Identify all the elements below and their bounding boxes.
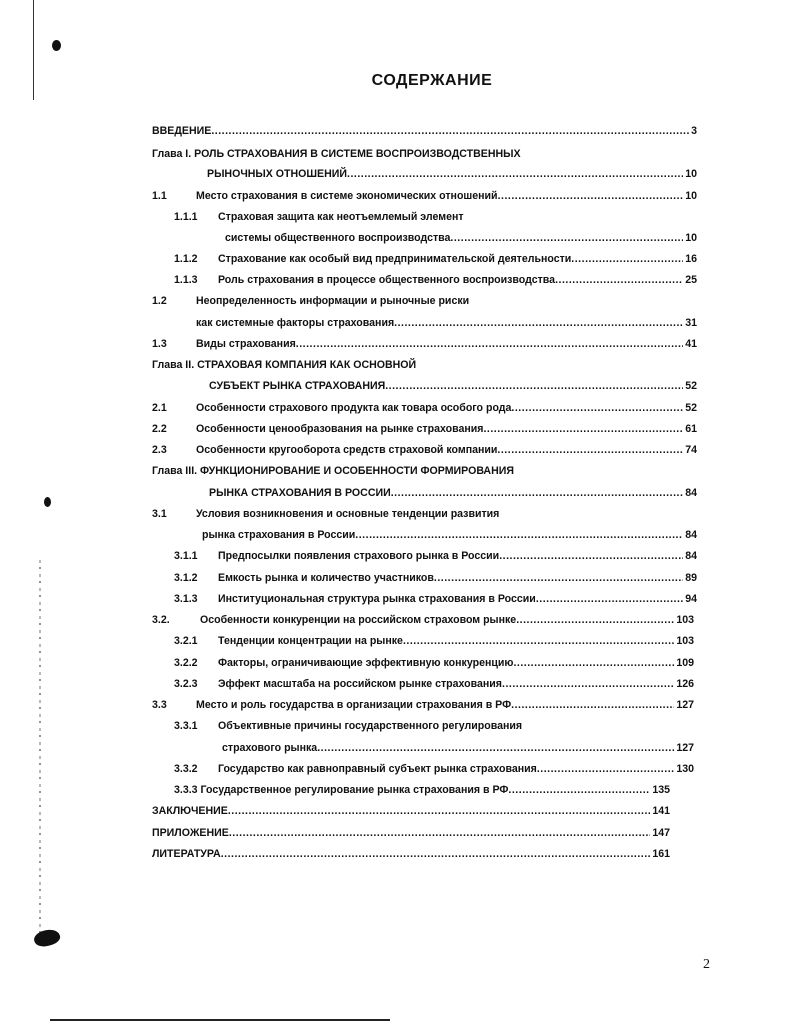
toc-entry-number: 2.2 (152, 423, 167, 435)
toc-entry-title: Глава I. РОЛЬ СТРАХОВАНИЯ В СИСТЕМЕ ВОСПРОИЗВОДСТВЕННЫХ (152, 148, 521, 160)
toc-entry-page: 31 (685, 317, 697, 329)
toc-entry-number: 3.1.3 (174, 593, 198, 605)
toc-entry-title: Государство как равноправный субъект рынка страхования (218, 763, 537, 775)
toc-entry-number: 3.1 (152, 508, 167, 520)
toc-entry-title: Страховая защита как неотъемлемый элемент (218, 211, 464, 223)
toc-entry-title: Место страхования в системе экономических отношений (196, 190, 498, 202)
toc-entry-title: Место и роль государства в организации страхования в РФ (196, 699, 512, 711)
toc-entry-number: 1.1.1 (174, 211, 198, 223)
toc-entry (174, 571, 697, 585)
toc-entry (152, 422, 697, 436)
toc-entry (152, 826, 670, 840)
toc-entry (152, 443, 697, 457)
toc-entry (174, 210, 464, 224)
toc-leader-dots (536, 592, 683, 606)
toc-leader-dots (511, 401, 683, 415)
toc-entry-title: Виды страхования (196, 338, 296, 350)
toc-entry (174, 549, 697, 563)
page-number: 2 (703, 957, 710, 972)
toc-entry (225, 231, 697, 245)
toc-entry-number: 3.3.2 (174, 763, 198, 775)
toc-leader-dots (508, 783, 650, 797)
toc-entry (152, 847, 670, 861)
toc-entry-page: 109 (676, 657, 694, 669)
toc-entry-title: ЗАКЛЮЧЕНИЕ (152, 805, 228, 817)
toc-entry-title: Эффект масштаба на российском рынке страхования (218, 678, 502, 690)
toc-leader-dots (391, 486, 683, 500)
toc-leader-dots (499, 549, 683, 563)
toc-leader-dots (498, 189, 684, 203)
toc-entry (174, 677, 694, 691)
toc-entry-title: Глава II. СТРАХОВАЯ КОМПАНИЯ КАК ОСНОВНОЙ (152, 359, 417, 371)
toc-entry-title: Роль страхования в процессе общественного воспроизводства (218, 274, 556, 286)
toc-leader-dots (511, 698, 674, 712)
toc-leader-dots (571, 252, 683, 266)
toc-entry-page: 74 (685, 444, 697, 456)
toc-entry-page: 147 (652, 827, 670, 839)
toc-entry-page: 61 (685, 423, 697, 435)
toc-entry-page: 141 (652, 805, 670, 817)
toc-entry-title: РЫНОЧНЫХ ОТНОШЕНИЙ (207, 168, 347, 180)
page-title: СОДЕРЖАНИЕ (371, 72, 493, 89)
toc-entry-page: 127 (676, 699, 694, 711)
toc-leader-dots (483, 422, 683, 436)
toc-entry (174, 252, 697, 266)
toc-leader-dots (296, 337, 683, 351)
toc-entry-page: 89 (685, 572, 697, 584)
toc-entry (152, 358, 416, 372)
toc-entry-page: 25 (685, 274, 697, 286)
toc-entry-title: страхового рынка (222, 742, 318, 754)
toc-entry (207, 167, 697, 181)
toc-entry-page: 10 (685, 168, 697, 180)
toc-entry-page: 3 (691, 125, 697, 137)
toc-leader-dots (221, 847, 651, 861)
toc-leader-dots (555, 273, 683, 287)
toc-entry-title: 3.3.3 Государственное регулирование рынка страхования в РФ (174, 784, 509, 796)
toc-entry-page: 41 (685, 338, 697, 350)
toc-leader-dots (516, 613, 674, 627)
toc-entry (196, 316, 697, 330)
toc-entry-page: 161 (652, 848, 670, 860)
toc-entry-number: 3.2.3 (174, 678, 198, 690)
toc-entry (152, 294, 469, 308)
toc-entry-title: ВВЕДЕНИЕ (152, 125, 212, 137)
toc-entry-page: 84 (685, 550, 697, 562)
toc-entry-number: 1.1 (152, 190, 167, 202)
toc-entry-page: 84 (685, 529, 697, 541)
toc-leader-dots (229, 826, 651, 840)
toc-entry (152, 464, 514, 478)
toc-entry-number: 3.3 (152, 699, 167, 711)
toc-entry-number: 1.1.2 (174, 253, 198, 265)
toc-entry-page: 84 (685, 487, 697, 499)
toc-entry-number: 1.3 (152, 338, 167, 350)
toc-entry-number: 1.1.3 (174, 274, 198, 286)
toc-entry-title: Особенности конкуренции на российском страховом рынке (200, 614, 517, 626)
toc-entry (174, 592, 697, 606)
toc-entry (152, 613, 694, 627)
toc-entry-title: Особенности страхового продукта как товара особого рода (196, 402, 512, 414)
toc-entry-page: 52 (685, 402, 697, 414)
toc-leader-dots (450, 231, 683, 245)
toc-entry (174, 634, 694, 648)
toc-entry-number: 3.3.1 (174, 720, 198, 732)
toc-entry-title: Институциональная структура рынка страхования в России (218, 593, 536, 605)
toc-entry-title: системы общественного воспроизводства (225, 232, 451, 244)
toc-entry (174, 783, 670, 797)
toc-entry-title: РЫНКА СТРАХОВАНИЯ В РОССИИ (209, 487, 391, 499)
toc-entry (222, 741, 694, 755)
toc-entry-title: Факторы, ограничивающие эффективную конкуренцию (218, 657, 514, 669)
toc-entry-number: 2.3 (152, 444, 167, 456)
toc-entry-page: 16 (685, 253, 697, 265)
toc-entry-title: Страхование как особый вид предпринимательской деятельности (218, 253, 572, 265)
toc-leader-dots (211, 124, 689, 138)
toc-leader-dots (403, 634, 674, 648)
toc-entry-page: 52 (685, 380, 697, 392)
toc-entry (152, 804, 670, 818)
toc-entry-number: 3.2.1 (174, 635, 198, 647)
toc-entry-page: 135 (652, 784, 670, 796)
toc-entry-title: Глава III. ФУНКЦИОНИРОВАНИЕ И ОСОБЕННОСТИ ФОРМИРОВАНИЯ (152, 465, 514, 477)
toc-entry-title: Особенности ценообразования на рынке страхования (196, 423, 484, 435)
toc-entry-page: 126 (676, 678, 694, 690)
toc-entry (209, 379, 697, 393)
toc-entry-title: Особенности кругооборота средств страховой компании (196, 444, 498, 456)
toc-entry-number: 3.2.2 (174, 657, 198, 669)
toc-entry (174, 656, 694, 670)
toc-entry-title: Условия возникновения и основные тенденции развития (196, 508, 500, 520)
scan-blob (32, 926, 62, 949)
toc-entry-title: Объективные причины государственного регулирования (218, 720, 523, 732)
toc-entry (174, 762, 694, 776)
toc-entry-title: Тенденции концентрации на рынке (218, 635, 403, 647)
toc-leader-dots (385, 379, 683, 393)
toc-entry-title: ЛИТЕРАТУРА (152, 848, 221, 860)
toc-entry (152, 147, 521, 161)
toc-entry (202, 528, 697, 542)
toc-entry-number: 3.2. (152, 614, 170, 626)
toc-entry-title: СУБЪЕКТ РЫНКА СТРАХОВАНИЯ (209, 380, 386, 392)
toc-entry (152, 124, 697, 138)
toc-entry-page: 10 (685, 232, 697, 244)
toc-entry (152, 189, 697, 203)
toc-leader-dots (347, 167, 683, 181)
toc-entry (152, 401, 697, 415)
toc-leader-dots (317, 741, 674, 755)
toc-leader-dots (434, 571, 683, 585)
toc-entry (174, 719, 522, 733)
toc-leader-dots (502, 677, 674, 691)
toc-entry (152, 337, 697, 351)
scan-edge-bottom (50, 1019, 390, 1021)
scan-speck-top (52, 40, 61, 51)
toc-leader-dots (497, 443, 683, 457)
toc-leader-dots (537, 762, 674, 776)
toc-entry (174, 273, 697, 287)
toc-entry-title: рынка страхования в России (202, 529, 356, 541)
toc-entry-number: 2.1 (152, 402, 167, 414)
toc-entry-number: 3.1.2 (174, 572, 198, 584)
toc-entry (209, 486, 697, 500)
toc-leader-dots (513, 656, 674, 670)
toc-entry-title: Неопределенность информации и рыночные риски (196, 295, 470, 307)
toc-entry-page: 103 (676, 614, 694, 626)
toc-entry-page: 127 (676, 742, 694, 754)
scan-speck-middle (44, 497, 51, 507)
toc-entry-page: 130 (676, 763, 694, 775)
scan-streak (39, 560, 41, 940)
toc-entry-number: 1.2 (152, 295, 167, 307)
toc-entry (152, 507, 499, 521)
toc-leader-dots (228, 804, 651, 818)
toc-entry (152, 698, 694, 712)
toc-leader-dots (394, 316, 683, 330)
toc-entry-title: как системные факторы страхования (196, 317, 395, 329)
toc-entry-page: 10 (685, 190, 697, 202)
toc-entry-page: 94 (685, 593, 697, 605)
toc-entry-title: Предпосылки появления страхового рынка в России (218, 550, 500, 562)
toc-entry-title: ПРИЛОЖЕНИЕ (152, 827, 229, 839)
toc-entry-page: 103 (676, 635, 694, 647)
toc-entry-title: Емкость рынка и количество участников (218, 572, 434, 584)
toc-leader-dots (355, 528, 683, 542)
toc-entry-number: 3.1.1 (174, 550, 198, 562)
